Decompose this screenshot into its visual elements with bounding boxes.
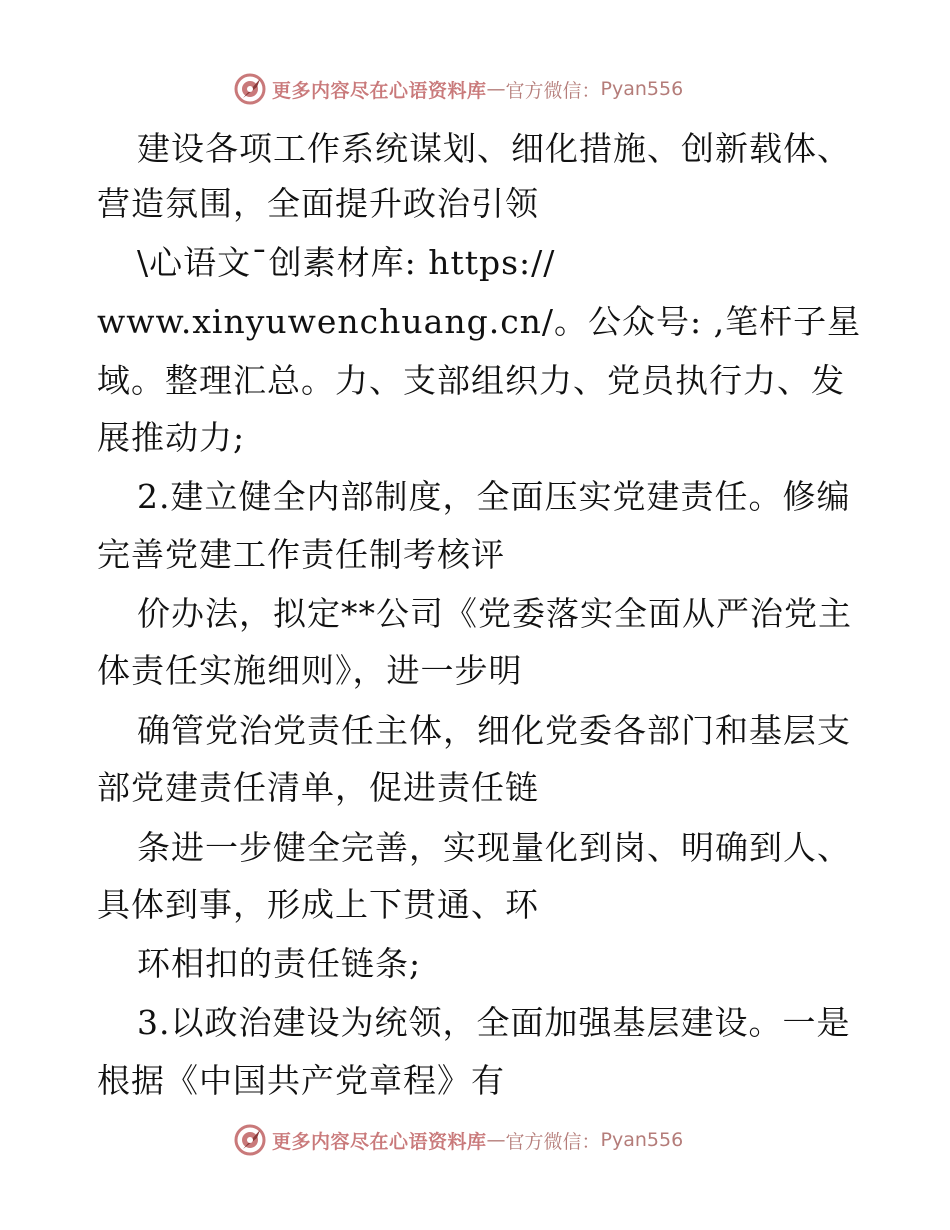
- banner-official-label: 官方微信：: [505, 1130, 601, 1153]
- banner-official-label: 官方微信：: [505, 79, 601, 102]
- body-line: 建设各项工作系统谋划、细化措施、创新载体、: [137, 129, 851, 168]
- body-line: 价办法，拟定**公司《党委落实全面从严治党主: [137, 594, 852, 633]
- body-line: 3.以政治建设为统领，全面加强基层建设。一是: [137, 1003, 851, 1042]
- banner-wechat-id: Pyan556: [600, 78, 684, 100]
- banner-main-text: 更多内容尽在心语资料库: [272, 1130, 487, 1153]
- body-line: 条进一步健全完善，实现量化到岗、明确到人、: [137, 828, 851, 867]
- body-line: 2.建立健全内部制度，全面压实党建责任。修编: [137, 477, 851, 516]
- body-line: 完善党建工作责任制考核评: [97, 535, 505, 574]
- banner-wechat-id: Pyan556: [600, 1129, 684, 1151]
- quill-seal-icon: [234, 1124, 266, 1156]
- body-line: www.xinyuwenchuang.cn/。公众号: ,笔杆子星: [97, 302, 862, 341]
- banner-main-text: 更多内容尽在心语资料库: [272, 79, 487, 102]
- header-banner: [234, 72, 683, 106]
- banner-separator: —: [486, 1129, 506, 1151]
- body-line: \心语文¯创素材库: https://: [137, 243, 556, 282]
- body-line: 部党建责任清单，促进责任链: [97, 768, 539, 807]
- body-line: 展推动力;: [97, 418, 246, 457]
- banner-separator: —: [486, 78, 506, 100]
- body-line: 具体到事，形成上下贯通、环: [97, 885, 539, 924]
- body-line: 营造氛围，全面提升政治引领: [97, 184, 539, 223]
- quill-seal-icon: [234, 73, 266, 105]
- body-line: 根据《中国共产党章程》有: [97, 1061, 505, 1100]
- body-line: 体责任实施细则》，进一步明: [97, 651, 523, 690]
- footer-banner: [234, 1123, 683, 1157]
- body-line: 环相扣的责任链条;: [137, 944, 422, 983]
- body-line: 域。整理汇总。力、支部组织力、党员执行力、发: [97, 361, 845, 400]
- body-line: 确管党治党责任主体，细化党委各部门和基层支: [137, 711, 851, 750]
